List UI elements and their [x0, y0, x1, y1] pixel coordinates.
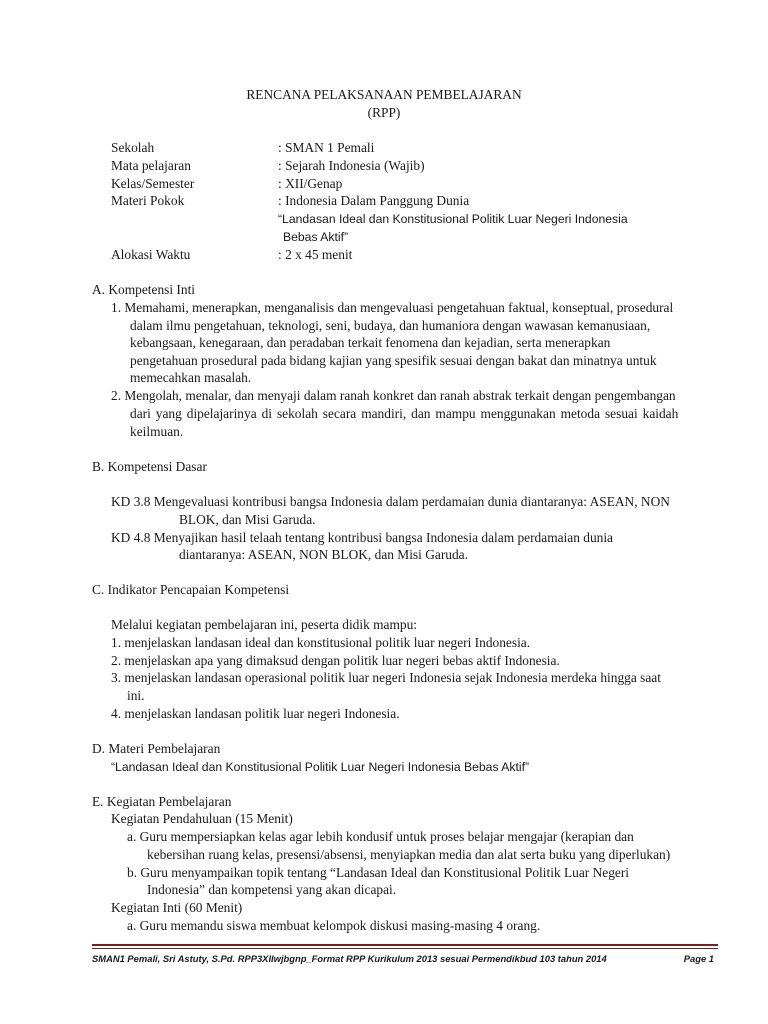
footer-text: SMAN1 Pemali, Sri Astuty, S.Pd. RPP3XIIwjbgnp_Format RPP Kurikulum 2013 sesuai Permendikbud 103 tahun 2014 [92, 953, 607, 964]
section-c-heading: C. Indikator Pencapaian Kompetensi [92, 582, 290, 597]
page-number: Page 1 [683, 953, 714, 964]
section-c-line: 4. menjelaskan landasan politik luar negeri Indonesia. [111, 706, 400, 721]
section-e-line: Kegiatan Inti (60 Menit) [111, 900, 243, 915]
label-mata-pelajaran: Mata pelajaran [111, 158, 191, 173]
value-materi-pokok: : Indonesia Dalam Panggung Dunia [278, 193, 470, 208]
section-a-heading: A. Kompetensi Inti [92, 282, 196, 297]
section-b-line: BLOK, dan Misi Garuda. [179, 512, 316, 527]
section-d-heading: D. Materi Pembelajaran [92, 741, 221, 756]
section-e-line: a. Guru mempersiapkan kelas agar lebih kondusif untuk proses belajar mengajar (kerapian dan [127, 829, 634, 844]
page-footer [92, 952, 718, 966]
footer-divider-thin [92, 948, 718, 949]
value-alokasi-waktu: : 2 x 45 menit [278, 247, 353, 262]
value-sekolah: : SMAN 1 Pemali [278, 140, 375, 155]
section-c-line: 3. menjelaskan landasan operasional politik luar negeri Indonesia sejak Indonesia merdeka hingga saat [111, 670, 661, 685]
section-e-line: Kegiatan Pendahuluan (15 Menit) [111, 811, 293, 826]
section-c-line: 2. menjelaskan apa yang dimaksud dengan politik luar negeri bebas aktif Indonesia. [111, 653, 560, 668]
section-b-heading: B. Kompetensi Dasar [92, 459, 207, 474]
section-d-line: “Landasan Ideal dan Konstitusional Politik Luar Negeri Indonesia Bebas Aktif” [111, 760, 530, 774]
section-a-line: dalam ilmu pengetahuan, teknologi, seni, budaya, dan humaniora dengan wawasan kemanusiaan, [130, 318, 651, 333]
section-c-line: 1. menjelaskan landasan ideal dan konstitusional politik luar negeri Indonesia. [111, 635, 531, 650]
section-e-line: kebersihan ruang kelas, presensi/absensi, menyiapkan media dan alat serta buku yang diperlukan) [147, 847, 671, 862]
label-materi-pokok: Materi Pokok [111, 193, 185, 208]
section-a-line: dari yang dipelajarinya di sekolah secara mandiri, dan mampu menggunakan metoda sesuai kaidah [130, 406, 679, 421]
section-e-line: b. Guru menyampaikan topik tentang “Landasan Ideal dan Konstitusional Politik Luar Negeri [127, 865, 630, 880]
section-a-line: kebangsaan, kenegaraan, dan peradaban terkait fenomena dan kejadian, serta menerapkan [130, 335, 611, 350]
section-e-line: a. Guru memandu siswa membuat kelompok diskusi masing-masing 4 orang. [127, 918, 541, 933]
section-c-line: Melalui kegiatan pembelajaran ini, peserta didik mampu: [111, 617, 418, 632]
section-e-heading: E. Kegiatan Pembelajaran [92, 794, 232, 809]
section-a-line: 2. Mengolah, menalar, dan menyaji dalam ranah konkret dan ranah abstrak terkait dengan pengembangan [111, 388, 676, 403]
section-e-line: Indonesia” dan kompetensi yang akan dicapai. [147, 882, 397, 897]
label-sekolah: Sekolah [111, 140, 155, 155]
label-alokasi-waktu: Alokasi Waktu [111, 247, 191, 262]
section-a-line: keilmuan. [130, 424, 184, 439]
section-b-line: KD 4.8 Menyajikan hasil telaah tentang kontribusi bangsa Indonesia dalam perdamaian dunia [111, 530, 614, 545]
section-a-line: memecahkan masalah. [130, 370, 252, 385]
section-b-line: KD 3.8 Mengevaluasi kontribusi bangsa Indonesia dalam perdamaian dunia diantaranya: ASEAN, NON [111, 494, 670, 509]
value-kelas-semester: : XII/Genap [278, 176, 343, 191]
label-kelas-semester: Kelas/Semester [111, 176, 195, 191]
section-a-line: pengetahuan prosedural pada bidang kajian yang spesifik sesuai dengan bakat dan minatnya untuk [130, 353, 657, 368]
document-subtitle: (RPP) [367, 105, 401, 120]
value-materi-pokok-line2: “Landasan Ideal dan Konstitusional Politik Luar Negeri Indonesia [278, 212, 628, 226]
document-title: RENCANA PELAKSANAAN PEMBELAJARAN [246, 87, 522, 102]
section-b-line: diantaranya: ASEAN, NON BLOK, dan Misi Garuda. [179, 547, 468, 562]
value-mata-pelajaran: : Sejarah Indonesia (Wajib) [278, 158, 425, 173]
value-materi-pokok-line3: Bebas Aktif” [283, 230, 349, 244]
section-c-line: ini. [127, 688, 145, 703]
footer-divider [92, 944, 718, 946]
section-a-line: 1. Memahami, menerapkan, menganalisis dan mengevaluasi pengetahuan faktual, konseptual, prosedural [111, 300, 674, 315]
